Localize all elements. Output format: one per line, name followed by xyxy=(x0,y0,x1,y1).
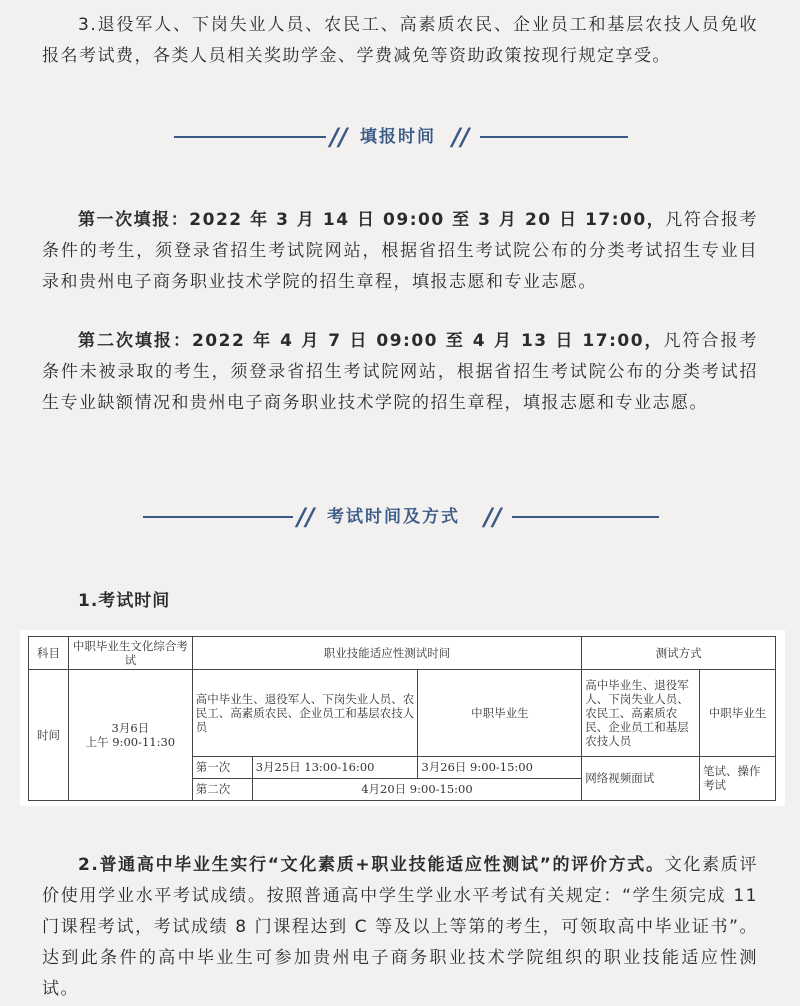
exam-time-subheading: 1.考试时间 xyxy=(78,591,171,611)
group-a-cell: 高中毕业生、退役军人、下岗失业人员、农民工、高素质农民、企业员工和基层农技人员 xyxy=(192,670,418,757)
exam-schedule-table xyxy=(28,636,776,801)
fill-second-text: 凡符合报考条件未被录取的考生，须登录省招生考试院网站，根据省招生考试院公布的分类考试招生专业缺额情况和贵州电子商务职业技术学院的招生章程，填报志愿和专业志愿。 xyxy=(42,331,758,413)
heading-title: 填报时间 xyxy=(360,127,436,147)
culture-exam-cell xyxy=(68,670,192,801)
culture-exam-date: 3月6日 xyxy=(111,721,150,736)
row-label-time: 时间 xyxy=(29,670,69,801)
heading-divider-right xyxy=(512,516,659,518)
fill-first-label: 第一次填报：2022 年 3 月 14 日 09:00 至 3 月 20 日 17:00， xyxy=(78,210,666,230)
header-skill-test-time: 职业技能适应性测试时间 xyxy=(192,637,581,670)
culture-exam-time: 上午 9:00-11:30 xyxy=(85,735,176,750)
section-heading-exam xyxy=(0,502,800,532)
group-b-cell: 中职毕业生 xyxy=(418,670,582,757)
table-row-groups xyxy=(29,670,776,757)
second-session-label: 第二次 xyxy=(192,778,252,800)
section-heading-fill-time xyxy=(0,122,800,152)
heading-slash-left: // xyxy=(330,123,348,151)
first-session-group-a: 3月25日 13:00-16:00 xyxy=(252,756,418,778)
first-session-label: 第一次 xyxy=(192,756,252,778)
evaluation-label: 2.普通高中毕业生实行“文化素质+职业技能适应性测试”的评价方式。 xyxy=(78,855,665,875)
method-group-a-cell: 高中毕业生、退役军人、下岗失业人员、农民工、高素质农民、企业员工和基层农技人员 xyxy=(582,670,700,757)
header-subject: 科目 xyxy=(29,637,69,670)
evaluation-paragraph xyxy=(42,850,758,1005)
heading-divider-left xyxy=(143,516,293,518)
fill-first-text: 凡符合报考条件的考生，须登录省招生考试院网站，根据省招生考试院公布的分类考试招生专业目录和贵州电子商务职业技术学院的招生章程，填报志愿和专业志愿。 xyxy=(42,210,758,292)
second-session-all: 4月20日 9:00-15:00 xyxy=(252,778,582,800)
policy-paragraph xyxy=(42,10,758,72)
header-test-method: 测试方式 xyxy=(582,637,776,670)
exam-schedule-table-wrapper xyxy=(20,630,785,806)
heading-title: 考试时间及方式 xyxy=(327,507,460,527)
fill-second-paragraph xyxy=(42,326,758,419)
table-header-row xyxy=(29,637,776,670)
heading-divider-left xyxy=(174,136,326,138)
heading-slash-right: // xyxy=(484,503,502,531)
heading-divider-right xyxy=(480,136,628,138)
method-group-b-value: 笔试、操作考试 xyxy=(700,756,776,800)
method-group-a-value: 网络视频面试 xyxy=(582,756,700,800)
first-session-group-b: 3月26日 9:00-15:00 xyxy=(418,756,582,778)
fill-first-paragraph xyxy=(42,205,758,298)
header-culture-exam: 中职毕业生文化综合考试 xyxy=(68,637,192,670)
policy-text: 3.退役军人、下岗失业人员、农民工、高素质农民、企业员工和基层农技人员免收报名考试费，各类人员相关奖助学金、学费减免等资助政策按现行规定享受。 xyxy=(42,15,758,66)
method-group-b-cell: 中职毕业生 xyxy=(700,670,776,757)
fill-second-label: 第二次填报：2022 年 4 月 7 日 09:00 至 4 月 13 日 17:00， xyxy=(78,331,664,351)
evaluation-text: 文化素质评价使用学业水平考试成绩。按照普通高中学生学业水平考试有关规定：“学生须完成 11 门课程考试，考试成绩 8 门课程达到 C 等及以上等第的考生，可领取高中毕业证书”。达到此条件的高中毕业生可参加贵州电子商务职业技术学院组织的职业技能适应性测试。 xyxy=(42,855,758,999)
heading-slash-right: // xyxy=(452,123,470,151)
heading-slash-left: // xyxy=(297,503,315,531)
